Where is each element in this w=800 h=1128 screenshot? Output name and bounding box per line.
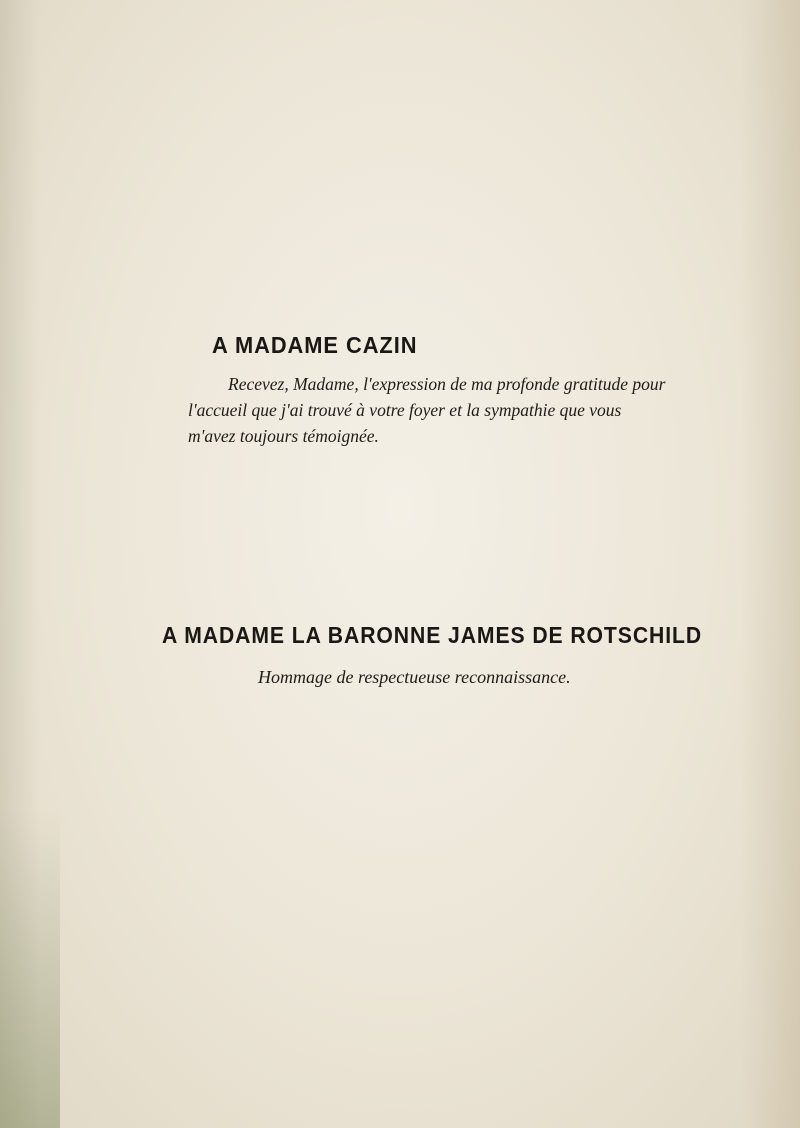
dedication-heading-rotschild: A MADAME LA BARONNE JAMES DE ROTSCHILD <box>162 622 703 648</box>
dedication-text-line: Recevez, Madame, l'expression de ma profonde gratitude pour <box>228 374 666 394</box>
dedication-text-line: m'avez toujours témoignée. <box>188 426 379 446</box>
page-stain <box>0 808 60 1128</box>
dedication-text-hommage: Hommage de respectueuse reconnaissance. <box>258 667 571 687</box>
dedication-heading-cazin: A MADAME CAZIN <box>212 332 418 358</box>
dedication-text-line: l'accueil que j'ai trouvé à votre foyer et la sympathie que vous <box>188 400 622 420</box>
page-edge-shadow-right <box>740 0 800 1128</box>
